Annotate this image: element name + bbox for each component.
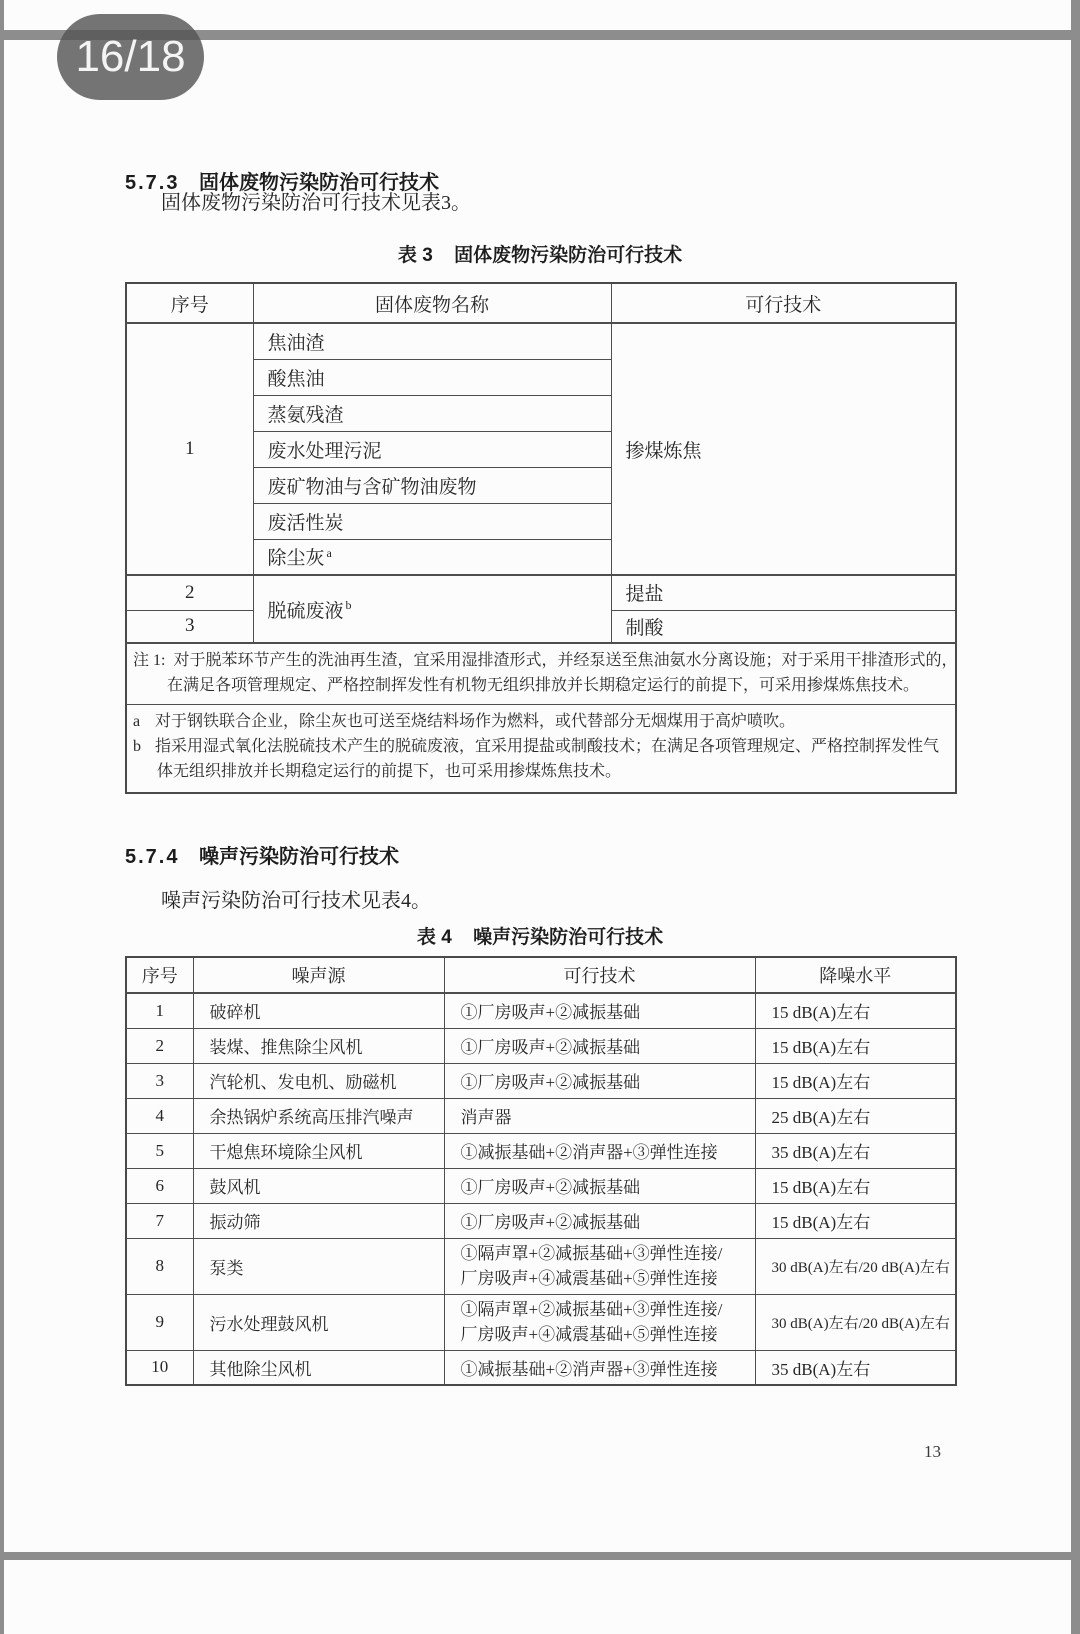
table-row	[126, 993, 956, 1028]
cell-source: 装煤、推焦除尘风机	[193, 1028, 444, 1063]
table-row	[126, 1238, 956, 1294]
table-row	[126, 1098, 956, 1133]
cell-tech	[444, 1238, 755, 1294]
cell-source: 其他除尘风机	[193, 1350, 444, 1385]
table4-header-level: 降噪水平	[755, 957, 956, 993]
footnote-a-marker: a	[133, 713, 141, 730]
cell-row-index: 2	[126, 575, 253, 610]
cell-source: 泵类	[193, 1238, 444, 1294]
table3-header-tech: 可行技术	[611, 283, 956, 323]
cell-index: 6	[126, 1168, 193, 1203]
table3-caption	[125, 240, 955, 266]
footnote-ref-b: b	[345, 598, 352, 613]
cell-tech: ①减振基础+②消声器+③弹性连接	[444, 1133, 755, 1168]
cell-group1-index: 1	[126, 323, 253, 575]
cell-level: 15 dB(A)左右	[755, 1168, 956, 1203]
cell-index: 3	[126, 1063, 193, 1098]
cell-waste-name: 废水处理污泥	[253, 431, 611, 467]
cell-merged-waste-name	[253, 575, 611, 643]
table3-caption-title: 固体废物污染防治可行技术	[454, 245, 683, 266]
cell-index: 2	[126, 1028, 193, 1063]
cell-level: 25 dB(A)左右	[755, 1098, 956, 1133]
table3-solid-waste	[125, 282, 957, 794]
table4-caption-title: 噪声污染防治可行技术	[473, 927, 664, 948]
cell-level: 15 dB(A)左右	[755, 1203, 956, 1238]
cell-level: 15 dB(A)左右	[755, 993, 956, 1028]
table-row	[126, 1133, 956, 1168]
cell-tech: ①厂房吸声+②减振基础	[444, 1168, 755, 1203]
cell-waste-name	[253, 539, 611, 575]
footnote-b-line1	[133, 734, 951, 759]
cell-source: 破碎机	[193, 993, 444, 1028]
cell-index: 9	[126, 1294, 193, 1350]
cell-tech: ①厂房吸声+②减振基础	[444, 1063, 755, 1098]
section-intro-paragraph: 噪声污染防治可行技术见表4。	[161, 890, 431, 912]
cell-source: 振动筛	[193, 1203, 444, 1238]
table3-footnotes-row	[126, 705, 956, 794]
cell-index: 1	[126, 993, 193, 1028]
table3-header-row	[126, 283, 956, 323]
table4-caption-label: 表 4	[416, 927, 452, 948]
page-number: 13	[924, 1442, 941, 1461]
table4-header-index: 序号	[126, 957, 193, 993]
cell-level: 30 dB(A)左右/20 dB(A)左右	[755, 1294, 956, 1350]
tech-line2: 厂房吸声+④减震基础+⑤弹性连接	[460, 1325, 718, 1344]
note1-text: 对于脱苯环节产生的洗油再生渣，宜采用湿排渣形式，并经泵送至焦油氨水分离设施；对于采用干排渣形式的，	[173, 652, 958, 669]
tech-line1: ①隔声罩+②减振基础+③弹性连接/	[460, 1300, 723, 1319]
section-title: 噪声污染防治可行技术	[199, 846, 400, 868]
section-title: 固体废物污染防治可行技术	[199, 172, 440, 194]
waste-name-text: 除尘灰	[267, 548, 325, 570]
cell-index: 4	[126, 1098, 193, 1133]
page-indicator-badge	[57, 14, 204, 100]
waste-name-text: 脱硫废液	[267, 600, 344, 622]
table3-header-waste-name: 固体废物名称	[253, 283, 611, 323]
cell-level: 30 dB(A)左右/20 dB(A)左右	[755, 1238, 956, 1294]
cell-waste-name: 酸焦油	[253, 359, 611, 395]
cell-level: 35 dB(A)左右	[755, 1133, 956, 1168]
cell-tech: ①厂房吸声+②减振基础	[444, 1028, 755, 1063]
cell-waste-name: 焦油渣	[253, 323, 611, 359]
cell-index: 8	[126, 1238, 193, 1294]
cell-tech: ①厂房吸声+②减振基础	[444, 1203, 755, 1238]
cell-waste-name: 废矿物油与含矿物油废物	[253, 467, 611, 503]
cell-waste-name: 蒸氨残渣	[253, 395, 611, 431]
table3-header-index: 序号	[126, 283, 253, 323]
page-indicator-label: 16/18	[75, 32, 186, 81]
footnote-a-text: 对于钢铁联合企业，除尘灰也可送至烧结料场作为燃料，或代替部分无烟煤用于高炉喷吹。	[155, 713, 796, 730]
cell-group1-tech: 掺煤炼焦	[611, 323, 956, 575]
footnote-ref-a: a	[326, 545, 332, 560]
cell-tech: 提盐	[611, 575, 956, 610]
cell-source: 汽轮机、发电机、励磁机	[193, 1063, 444, 1098]
footnote-a	[133, 709, 951, 734]
next-page-edge	[4, 1560, 1071, 1634]
table4-caption	[125, 922, 955, 948]
page-content	[125, 40, 958, 1386]
section-heading-5-7-3	[125, 40, 955, 194]
section-intro-paragraph: 固体废物污染防治可行技术见表3。	[161, 192, 471, 214]
tech-line2: 厂房吸声+④减震基础+⑤弹性连接	[460, 1269, 718, 1288]
table-row	[126, 323, 956, 359]
footnote-b-marker: b	[133, 738, 141, 755]
table-row	[126, 1028, 956, 1063]
table4-header-source: 噪声源	[193, 957, 444, 993]
table-row	[126, 1168, 956, 1203]
table4-noise	[125, 956, 957, 1386]
cell-index: 7	[126, 1203, 193, 1238]
table-row	[126, 1063, 956, 1098]
cell-level: 35 dB(A)左右	[755, 1350, 956, 1385]
section-heading-5-7-4	[125, 840, 955, 868]
table3-note1-row	[126, 643, 956, 705]
table-row	[126, 1350, 956, 1385]
document-page	[4, 40, 1071, 1552]
table4-header-row	[126, 957, 956, 993]
table3-caption-label: 表 3	[397, 245, 433, 266]
section-number: 5.7.4	[125, 846, 180, 868]
cell-index: 5	[126, 1133, 193, 1168]
cell-tech: 制酸	[611, 610, 956, 643]
cell-source: 干熄焦环境除尘风机	[193, 1133, 444, 1168]
table-row	[126, 1294, 956, 1350]
note1-line1	[133, 648, 958, 673]
cell-source: 余热锅炉系统高压排汽噪声	[193, 1098, 444, 1133]
tech-line1: ①隔声罩+②减振基础+③弹性连接/	[460, 1244, 723, 1263]
table-row	[126, 1203, 956, 1238]
table4-header-tech: 可行技术	[444, 957, 755, 993]
table3-note1-cell	[126, 643, 956, 705]
table3-footnotes-cell	[126, 705, 956, 794]
cell-row-index: 3	[126, 610, 253, 643]
note1-marker: 注 1:	[133, 652, 166, 669]
cell-tech: ①减振基础+②消声器+③弹性连接	[444, 1350, 755, 1385]
cell-tech: ①厂房吸声+②减振基础	[444, 993, 755, 1028]
cell-index: 10	[126, 1350, 193, 1385]
cell-source: 污水处理鼓风机	[193, 1294, 444, 1350]
footnote-b-text: 指采用湿式氧化法脱硫技术产生的脱硫废液，宜采用提盐或制酸技术；在满足各项管理规定、严格控制挥发性气	[155, 738, 940, 755]
section-number: 5.7.3	[125, 172, 180, 194]
cell-source: 鼓风机	[193, 1168, 444, 1203]
cell-level: 15 dB(A)左右	[755, 1063, 956, 1098]
cell-waste-name: 废活性炭	[253, 503, 611, 539]
cell-tech: 消声器	[444, 1098, 755, 1133]
note1-line2: 在满足各项管理规定、严格控制挥发性有机物无组织排放并长期稳定运行的前提下，可采用掺煤炼焦技术。	[167, 677, 920, 694]
cell-tech	[444, 1294, 755, 1350]
footnote-b-line2: 体无组织排放并长期稳定运行的前提下，也可采用掺煤炼焦技术。	[157, 763, 622, 780]
cell-level: 15 dB(A)左右	[755, 1028, 956, 1063]
table-row	[126, 575, 956, 610]
